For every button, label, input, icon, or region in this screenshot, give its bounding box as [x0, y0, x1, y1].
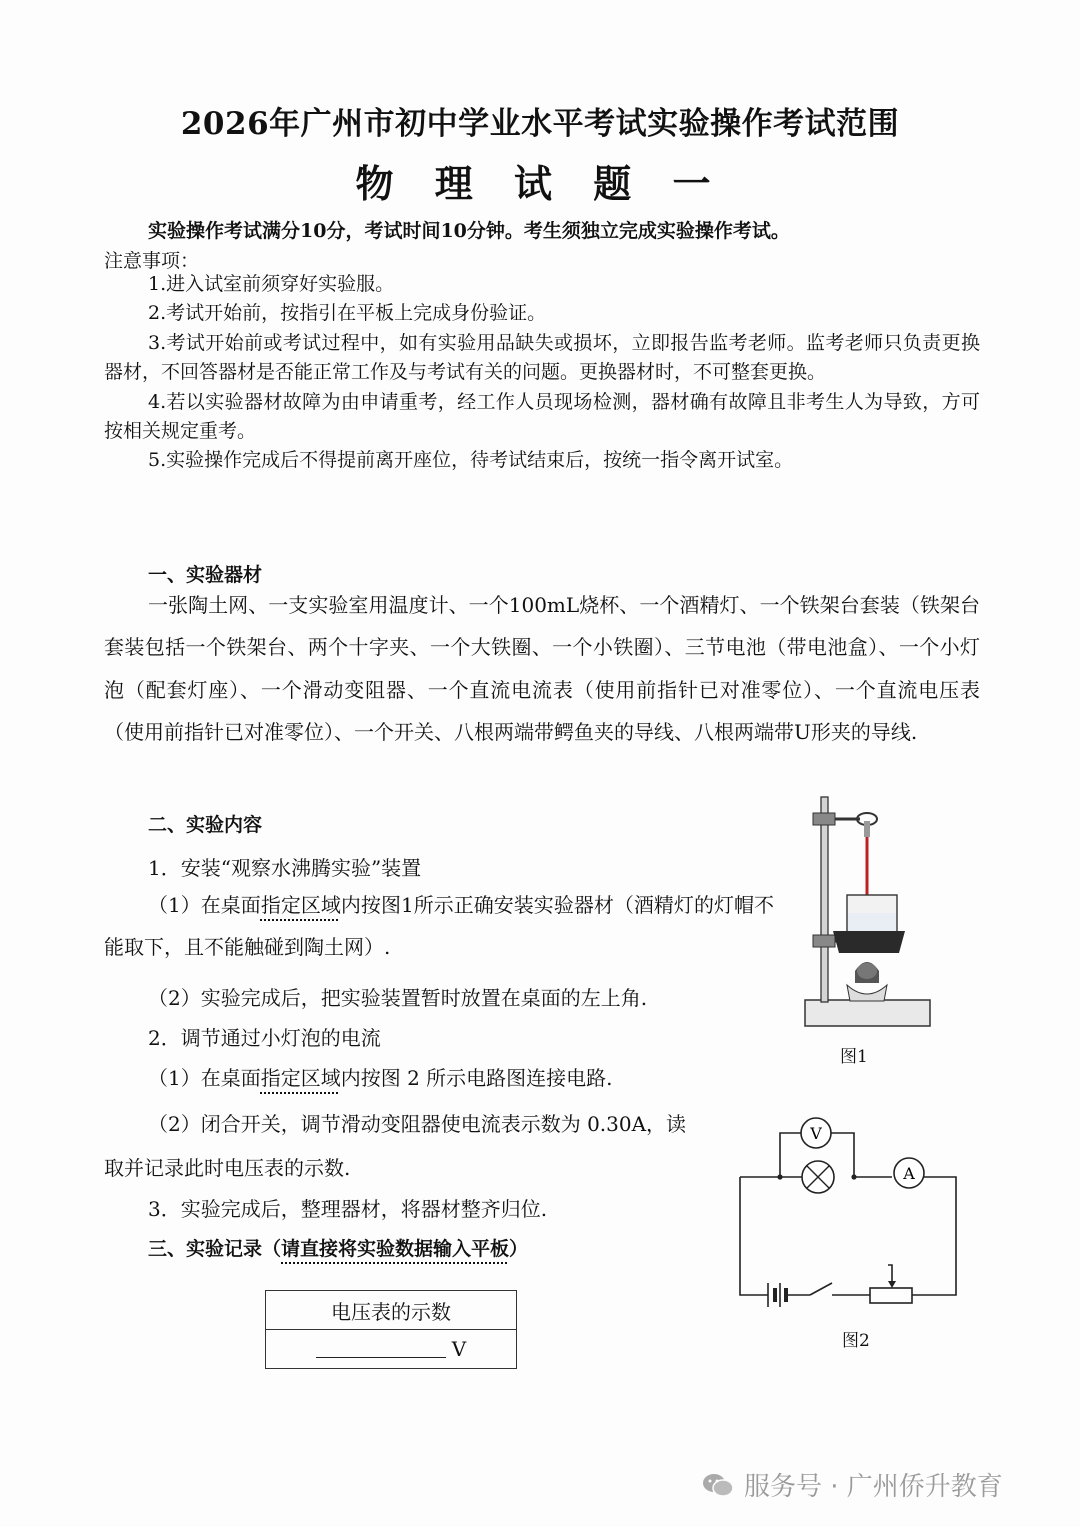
item3: 3．实验完成后，整理器材，将器材整齐归位. [148, 1197, 548, 1221]
notice-item: 1.进入试室前须穿好实验服。 [148, 273, 395, 295]
section3-heading: 三、实验记录（请直接将实验数据输入平板） [148, 1238, 529, 1260]
figure1-apparatus [795, 795, 945, 1035]
watermark [702, 1466, 1003, 1503]
voltage-input-cell[interactable] [266, 1330, 517, 1369]
notice-item: 3.考试开始前或考试过程中，如有实验用品缺失或损坏，立即报告监考老师。监考老师只负责更换器材，不回答器材是否能正常工作及与考试有关的问题。更换器材时，不可整套更换。 [104, 331, 980, 384]
notice-item: 5.实验操作完成后不得提前离开座位，待考试结束后，按统一指令离开试室。 [148, 449, 794, 472]
notice-heading: 注意事项： [104, 250, 200, 272]
item1-step1: （1）在桌面指定区域内按图1所示正确安装实验器材（酒精灯的灯帽不能取下，且不能触碰到陶土网）. [104, 893, 774, 960]
exam-intro: 实验操作考试满分10分，考试时间10分钟。考生须独立完成实验操作考试。 [148, 220, 790, 242]
watermark-text: 服务号 · 广州侨升教育 [744, 1472, 1003, 1502]
section1-heading: 一、实验器材 [148, 564, 263, 586]
item2-step2-line1: （2）闭合开关，调节滑动变阻器使电流表示数为 0.30A，读 [148, 1112, 687, 1136]
answer-blank [316, 1337, 446, 1358]
item1-step2: （2）实验完成后，把实验装置暂时放置在桌面的左上角. [148, 986, 648, 1010]
item2: 2．调节通过小灯泡的电流 [148, 1026, 381, 1050]
record-table-header: 电压表的示数 [266, 1291, 517, 1330]
item1: 1．安装“观察水沸腾实验”装置 [148, 856, 422, 880]
record-table [265, 1290, 517, 1369]
voltage-unit: V [451, 1337, 467, 1361]
lamp-symbol [802, 1161, 834, 1193]
figure2-circuit [730, 1115, 970, 1315]
voltmeter-label: V [810, 1124, 822, 1143]
page-subtitle: 物 理 试 题 一 [355, 161, 725, 206]
section2-heading: 二、实验内容 [148, 814, 263, 836]
notice-item: 2.考试开始前，按指引在平板上完成身份验证。 [148, 302, 547, 325]
notice-item: 4.若以实验器材故障为由申请重考，经工作人员现场检测，器材确有故障且非考生人为导致，方可按相关规定重考。 [104, 390, 980, 443]
item2-step2-line2: 取并记录此时电压表的示数. [104, 1156, 351, 1180]
wechat-icon [702, 1472, 734, 1498]
figure2-caption: 图2 [842, 1331, 870, 1351]
page-title: 2026年广州市初中学业水平考试实验操作考试范围 [180, 106, 900, 142]
ammeter-label: A [903, 1164, 915, 1183]
item2-step1: （1）在桌面指定区域内按图 2 所示电路图连接电路. [148, 1066, 613, 1090]
notice-list [104, 270, 980, 476]
figure1-caption: 图1 [840, 1047, 868, 1067]
equipment-list: 一张陶土网、一支实验室用温度计、一个100mL烧杯、一个酒精灯、一个铁架台套装（铁架台套装包括一个铁架台、两个十字夹、一个大铁圈、一个小铁圈）、三节电池（带电池盒）、一个小灯泡（配套灯座）、一个滑动变阻器、一个直流电流表（使用前指针已对准零位）、一个直流电压表（使用前指针已对准零位）、一个开关、八根两端带鳄鱼夹的导线、八根两端带U形夹的导线. [104, 593, 980, 744]
